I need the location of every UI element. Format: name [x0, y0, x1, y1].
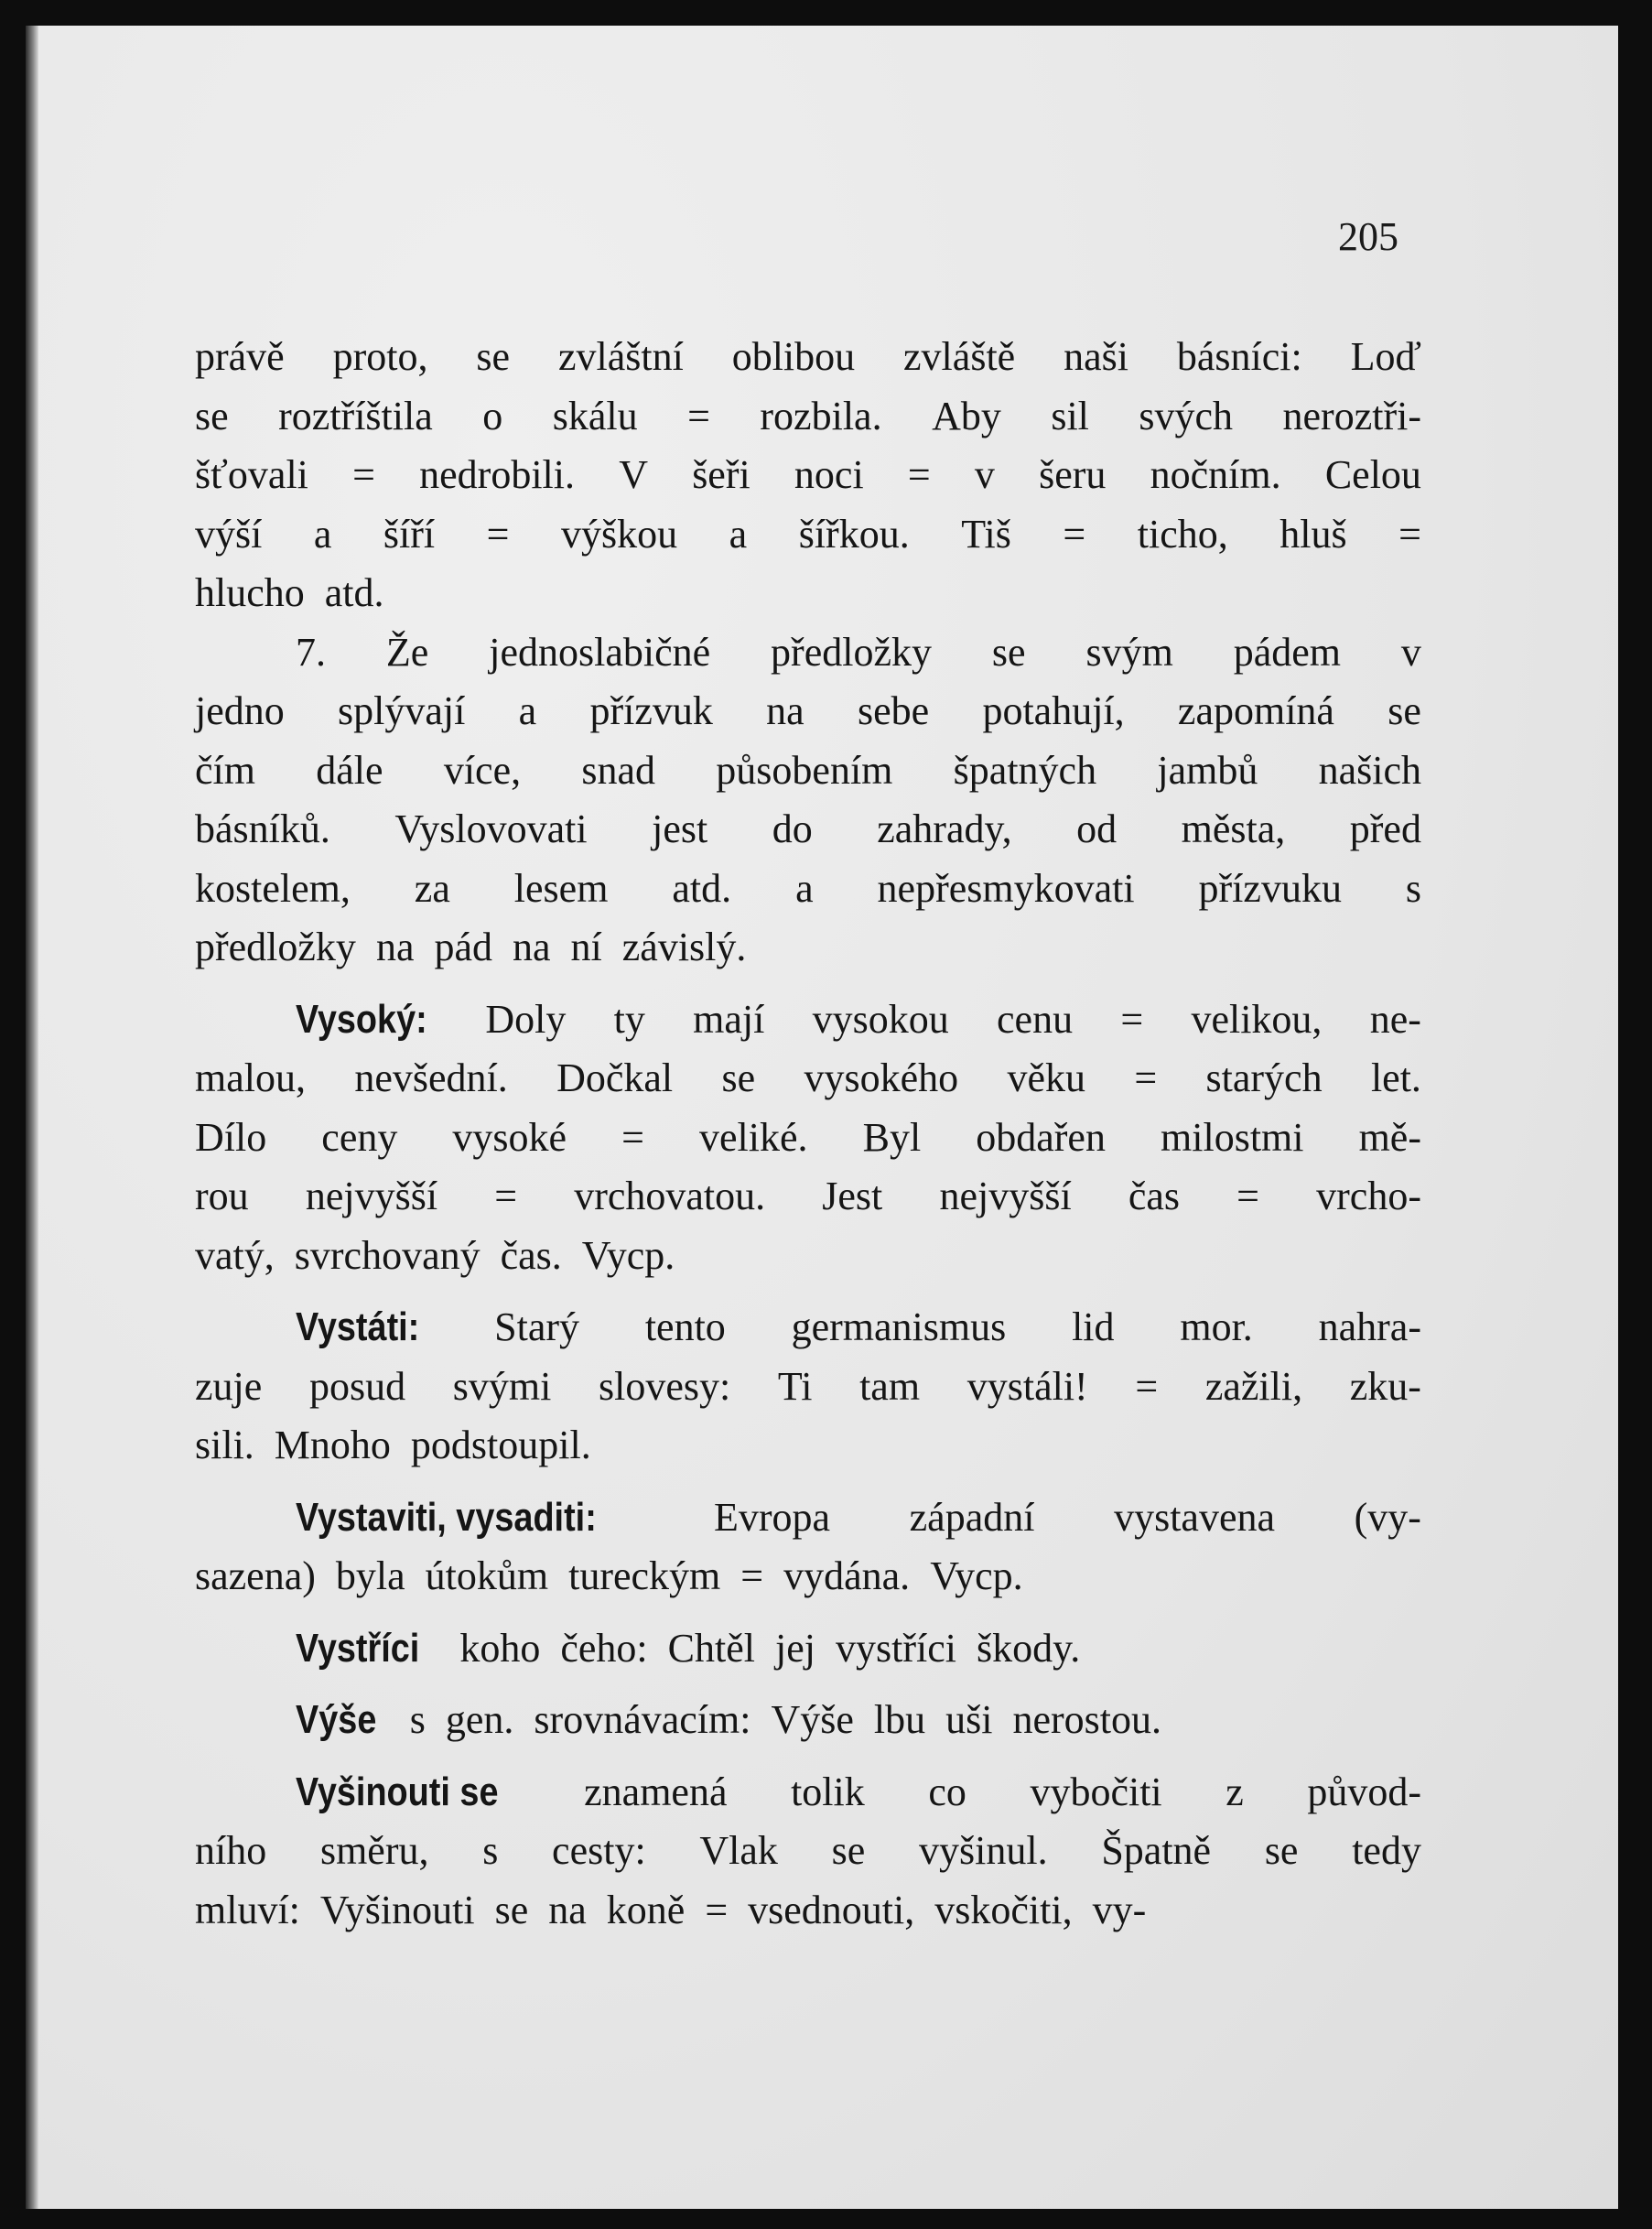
- book-page: [26, 26, 1618, 2209]
- text-line: jedno splývají a přízvuk na sebe potahují, zapomíná se: [195, 688, 1421, 733]
- binding-edge: [26, 26, 38, 2209]
- text-line: hlucho atd.: [195, 570, 384, 615]
- text-line: šťovali = nedrobili. V šeři noci = v šeru nočním. Celou: [195, 452, 1421, 497]
- text-line: vatý, svrchovaný čas. Vycp.: [195, 1232, 675, 1278]
- text-line: malou, nevšední. Dočkal se vysokého věku = starých let.: [195, 1055, 1421, 1100]
- paragraph: [195, 1763, 1421, 1941]
- paragraph: [195, 623, 1421, 978]
- entry-headword: Vystáti:: [296, 1304, 420, 1349]
- text-line: kostelem, za lesem atd. a nepřesmykovati přízvuku s: [195, 865, 1421, 911]
- text-line: Vystříci koho čeho: Chtěl jej vystříci škody.: [195, 1619, 1421, 1679]
- entry-headword: Vysoký:: [296, 996, 427, 1042]
- text-line: Vystaviti, vysaditi: Evropa západní vystavena (vy-: [195, 1488, 1421, 1548]
- text-line: Vystáti: Starý tento germanismus lid mor. nahra-: [195, 1298, 1421, 1358]
- text-line: zuje posud svými slovesy: Ti tam vystáli! = zažili, zku-: [195, 1363, 1421, 1409]
- paragraph: [195, 1488, 1421, 1607]
- text-line: výší a šíří = výškou a šířkou. Tiš = ticho, hluš =: [195, 511, 1421, 557]
- paragraph: [195, 1619, 1421, 1679]
- text-line: se roztříštila o skálu = rozbila. Aby sil svých neroztři-: [195, 393, 1421, 438]
- entry-headword: Vystříci: [296, 1625, 420, 1671]
- paragraph: [195, 990, 1421, 1286]
- text-line: Výše s gen. srovnávacím: Výše lbu uši nerostou.: [195, 1691, 1421, 1750]
- paragraph: [195, 328, 1421, 623]
- entry-headword: Vystaviti, vysaditi:: [296, 1494, 597, 1540]
- text-line: právě proto, se zvláštní oblibou zvláště naši básníci: Loď: [195, 334, 1421, 379]
- text-line: Vyšinouti se znamená tolik co vybočiti z původ-: [195, 1763, 1421, 1823]
- paragraph: [195, 1691, 1421, 1750]
- text-line: ního směru, s cesty: Vlak se vyšinul. Špatně se tedy: [195, 1828, 1421, 1873]
- text-line: 7. Že jednoslabičné předložky se svým pádem v: [296, 629, 1421, 675]
- paragraph: [195, 1298, 1421, 1476]
- text-line: předložky na pád na ní závislý.: [195, 925, 747, 969]
- text-line: sazena) byla útokům tureckým = vydána. Vycp.: [195, 1553, 1023, 1598]
- text-line: mluví: Vyšinouti se na koně = vsednouti, vskočiti, vy-: [195, 1887, 1147, 1932]
- text-line: básníků. Vyslovovati jest do zahrady, od města, před: [195, 806, 1421, 851]
- text-line: Dílo ceny vysoké = veliké. Byl obdařen milostmi mě-: [195, 1114, 1421, 1160]
- entry-headword: Výše: [296, 1697, 377, 1742]
- body-text: [195, 328, 1421, 1940]
- text-line: rou nejvyšší = vrchovatou. Jest nejvyšší čas = vrcho-: [195, 1174, 1421, 1218]
- text-line: sili. Mnoho podstoupil.: [195, 1423, 591, 1467]
- text-line: čím dále více, snad působením špatných jambů našich: [195, 747, 1421, 793]
- page-number: 205: [1338, 214, 1398, 259]
- entry-headword: Vyšinouti se: [296, 1769, 499, 1814]
- text-line: Vysoký: Doly ty mají vysokou cenu = velikou, ne-: [195, 990, 1421, 1050]
